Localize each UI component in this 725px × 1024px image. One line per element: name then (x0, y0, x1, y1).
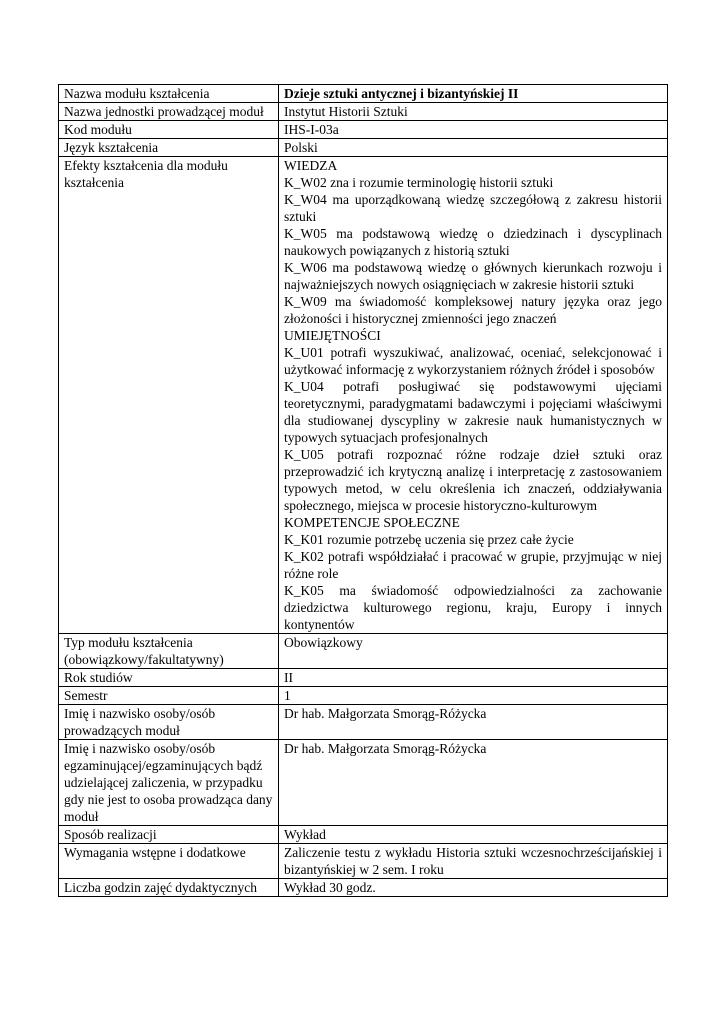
label-method: Sposób realizacji (59, 826, 279, 844)
social-heading: KOMPETENCJE SPOŁECZNE (284, 515, 460, 530)
label-semester: Semestr (59, 687, 279, 705)
value-year: II (279, 669, 668, 687)
label-unit: Nazwa jednostki prowadzącej moduł (59, 103, 279, 121)
label-code: Kod modułu (59, 121, 279, 139)
outcome-k-w02: K_W02 zna i rozumie terminologię historii sztuki (284, 175, 554, 190)
row-hours (59, 879, 668, 897)
row-language (59, 139, 668, 157)
row-unit (59, 103, 668, 121)
row-examiner (59, 740, 668, 826)
outcome-k-u05: K_U05 potrafi rozpoznać różne rodzaje dzieł sztuki oraz przeprowadzić ich krytyczną analizę i interpretację z zastosowaniem typowych metod, w celu określenia ich znaczeń, oddziaływania społecznego, miejsca w procesie historyczno-kulturowym (284, 447, 662, 513)
row-module-name (59, 85, 668, 103)
module-description-document (58, 84, 666, 897)
outcome-k-u04: K_U04 potrafi posługiwać się podstawowymi ujęciami teoretycznymi, paradygmatami badawczymi i pojęciami właściwymi dla studiowanej dyscypliny w zakresie nauk humanistycznych w typowych sytuacjach profesjonalnych (284, 379, 662, 445)
outcome-k-k05: K_K05 ma świadomość odpowiedzialności za zachowanie dziedzictwa kulturowego regionu, kraju, Europy i innych kontynentów (284, 583, 662, 632)
outcome-k-k01: K_K01 rozumie potrzebę uczenia się przez całe życie (284, 532, 574, 547)
value-language: Polski (279, 139, 668, 157)
outcome-k-w09: K_W09 ma świadomość kompleksowej natury języka oraz jego złożoności i historycznej zmienności jego znaczeń (284, 294, 662, 326)
value-method: Wykład (279, 826, 668, 844)
value-semester: 1 (279, 687, 668, 705)
label-outcomes: Efekty kształcenia dla modułu kształcenia (59, 157, 279, 634)
outcome-k-w04: K_W04 ma uporządkowaną wiedzę szczegółową z zakresu historii sztuki (284, 192, 662, 224)
label-year: Rok studiów (59, 669, 279, 687)
knowledge-heading: WIEDZA (284, 158, 338, 173)
row-year (59, 669, 668, 687)
row-code (59, 121, 668, 139)
value-prerequisites: Zaliczenie testu z wykładu Historia sztuki wczesnochrześcijańskiej i bizantyńskiej w 2 sem. I roku (279, 844, 668, 879)
label-type: Typ modułu kształcenia (obowiązkowy/fakultatywny) (59, 634, 279, 669)
value-outcomes (279, 157, 668, 634)
row-method (59, 826, 668, 844)
value-code: IHS-I-03a (279, 121, 668, 139)
outcome-k-u01: K_U01 potrafi wyszukiwać, analizować, oceniać, selekcjonować i użytkować informację z wykorzystaniem różnych źródeł i sposobów (284, 345, 662, 377)
row-type (59, 634, 668, 669)
value-type: Obowiązkowy (279, 634, 668, 669)
label-language: Język kształcenia (59, 139, 279, 157)
value-module-name: Dzieje sztuki antycznej i bizantyńskiej II (279, 85, 668, 103)
row-prerequisites (59, 844, 668, 879)
label-prerequisites: Wymagania wstępne i dodatkowe (59, 844, 279, 879)
label-lecturer: Imię i nazwisko osoby/osób prowadzących moduł (59, 705, 279, 740)
value-hours: Wykład 30 godz. (279, 879, 668, 897)
label-hours: Liczba godzin zajęć dydaktycznych (59, 879, 279, 897)
value-unit: Instytut Historii Sztuki (279, 103, 668, 121)
label-examiner: Imię i nazwisko osoby/osób egzaminującej/egzaminujących bądź udzielającej zaliczenia, w przypadku gdy nie jest to osoba prowadząca dany moduł (59, 740, 279, 826)
row-outcomes (59, 157, 668, 634)
value-lecturer: Dr hab. Małgorzata Smorąg-Różycka (279, 705, 668, 740)
value-examiner: Dr hab. Małgorzata Smorąg-Różycka (279, 740, 668, 826)
label-module-name: Nazwa modułu kształcenia (59, 85, 279, 103)
outcome-k-k02: K_K02 potrafi współdziałać i pracować w grupie, przyjmując w niej różne role (284, 549, 662, 581)
module-table (58, 84, 668, 897)
outcome-k-w05: K_W05 ma podstawową wiedzę o dziedzinach i dyscyplinach naukowych powiązanych z historią sztuki (284, 226, 662, 258)
row-semester (59, 687, 668, 705)
skills-heading: UMIEJĘTNOŚCI (284, 328, 381, 343)
outcome-k-w06: K_W06 ma podstawową wiedzę o głównych kierunkach rozwoju i najważniejszych nowych osiągnięciach w zakresie historii sztuki (284, 260, 662, 292)
row-lecturer (59, 705, 668, 740)
